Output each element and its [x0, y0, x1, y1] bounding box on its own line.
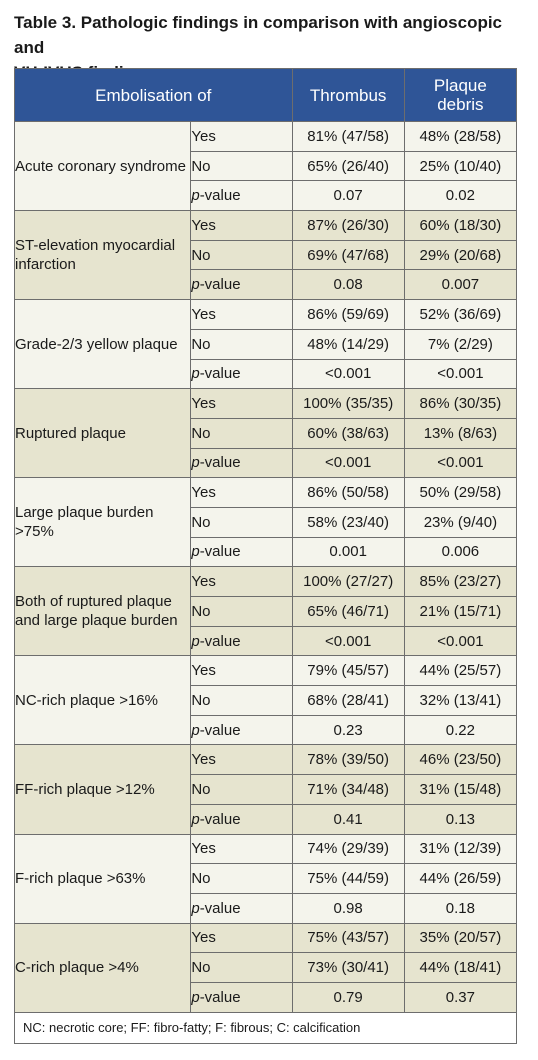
group-name: FF-rich plaque >12%	[15, 745, 191, 834]
row-label: Yes	[191, 834, 292, 864]
table-row	[15, 389, 517, 419]
plaque-debris-value: 0.02	[404, 181, 516, 211]
plaque-debris-value: 44% (26/59)	[404, 864, 516, 894]
thrombus-value: 0.001	[292, 537, 404, 567]
plaque-debris-value: 23% (9/40)	[404, 507, 516, 537]
p-value-label	[191, 982, 292, 1012]
thrombus-value: <0.001	[292, 359, 404, 389]
plaque-debris-value: 35% (20/57)	[404, 923, 516, 953]
thrombus-value: 58% (23/40)	[292, 507, 404, 537]
p-value-label-italic: p	[191, 988, 200, 1006]
thrombus-value: 0.41	[292, 804, 404, 834]
plaque-debris-value: 0.37	[404, 982, 516, 1012]
header-plaque-line-2: debris	[437, 95, 484, 114]
row-label: No	[191, 507, 292, 537]
table-row	[15, 478, 517, 508]
table-title-line-1: Table 3. Pathologic findings in comparison with angioscopic and	[14, 13, 503, 57]
row-label: No	[191, 418, 292, 448]
p-value-label-suffix: -value	[199, 988, 241, 1006]
thrombus-value: 0.79	[292, 982, 404, 1012]
table-row	[15, 923, 517, 953]
thrombus-value: 48% (14/29)	[292, 329, 404, 359]
p-value-label-italic: p	[191, 721, 200, 739]
plaque-debris-value: <0.001	[404, 359, 516, 389]
p-value-label-suffix: -value	[199, 276, 241, 294]
thrombus-value: 79% (45/57)	[292, 656, 404, 686]
p-value-label	[191, 537, 292, 567]
p-value-label-italic: p	[191, 454, 200, 472]
thrombus-value: 73% (30/41)	[292, 953, 404, 983]
row-label: No	[191, 151, 292, 181]
thrombus-value: 75% (43/57)	[292, 923, 404, 953]
group-name: ST-elevation myocardial infarction	[15, 211, 191, 300]
row-label: Yes	[191, 122, 292, 152]
row-label: No	[191, 329, 292, 359]
plaque-debris-value: 48% (28/58)	[404, 122, 516, 152]
p-value-label-suffix: -value	[199, 454, 241, 472]
plaque-debris-value: 0.18	[404, 893, 516, 923]
thrombus-value: 81% (47/58)	[292, 122, 404, 152]
p-value-label	[191, 359, 292, 389]
footnote: NC: necrotic core; FF: fibro-fatty; F: fibrous; C: calcification	[15, 1012, 517, 1043]
thrombus-value: 68% (28/41)	[292, 686, 404, 716]
p-value-label-suffix: -value	[199, 810, 241, 828]
thrombus-value: <0.001	[292, 626, 404, 656]
p-value-label-suffix: -value	[199, 543, 241, 561]
p-value-label	[191, 448, 292, 478]
thrombus-value: 65% (26/40)	[292, 151, 404, 181]
row-label: Yes	[191, 923, 292, 953]
thrombus-value: 78% (39/50)	[292, 745, 404, 775]
group-name: Acute coronary syndrome	[15, 122, 191, 211]
row-label: Yes	[191, 478, 292, 508]
thrombus-value: 0.07	[292, 181, 404, 211]
table-row	[15, 122, 517, 152]
p-value-label	[191, 270, 292, 300]
plaque-debris-value: 52% (36/69)	[404, 300, 516, 330]
plaque-debris-value: 0.22	[404, 715, 516, 745]
table-row	[15, 745, 517, 775]
table-body	[15, 122, 517, 1013]
row-label: No	[191, 686, 292, 716]
plaque-debris-value: 44% (18/41)	[404, 953, 516, 983]
row-label: Yes	[191, 300, 292, 330]
row-label: Yes	[191, 389, 292, 419]
group-name: NC-rich plaque >16%	[15, 656, 191, 745]
p-value-label-italic: p	[191, 632, 200, 650]
plaque-debris-value: 0.006	[404, 537, 516, 567]
p-value-label-italic: p	[191, 187, 200, 205]
group-name: Both of ruptured plaque and large plaque burden	[15, 567, 191, 656]
footnote-row	[15, 1012, 517, 1043]
p-value-label-italic: p	[191, 276, 200, 294]
plaque-debris-value: 25% (10/40)	[404, 151, 516, 181]
header-plaque-line-1: Plaque	[433, 76, 487, 95]
p-value-label-italic: p	[191, 365, 200, 383]
thrombus-value: 87% (26/30)	[292, 211, 404, 241]
group-name: Large plaque burden >75%	[15, 478, 191, 567]
p-value-label-suffix: -value	[199, 365, 241, 383]
thrombus-value: 0.23	[292, 715, 404, 745]
header-plaque-debris	[404, 69, 516, 122]
plaque-debris-value: 46% (23/50)	[404, 745, 516, 775]
plaque-debris-value: 29% (20/68)	[404, 240, 516, 270]
table-row	[15, 300, 517, 330]
row-label: No	[191, 240, 292, 270]
plaque-debris-value: 7% (2/29)	[404, 329, 516, 359]
thrombus-value: 86% (50/58)	[292, 478, 404, 508]
plaque-debris-value: 0.13	[404, 804, 516, 834]
row-label: No	[191, 864, 292, 894]
thrombus-value: 0.98	[292, 893, 404, 923]
plaque-debris-value: 85% (23/27)	[404, 567, 516, 597]
thrombus-value: 75% (44/59)	[292, 864, 404, 894]
p-value-label-italic: p	[191, 899, 200, 917]
plaque-debris-value: 44% (25/57)	[404, 656, 516, 686]
table-row	[15, 211, 517, 241]
header-row	[15, 69, 517, 122]
plaque-debris-value: 0.007	[404, 270, 516, 300]
p-value-label	[191, 626, 292, 656]
thrombus-value: 69% (47/68)	[292, 240, 404, 270]
plaque-debris-value: <0.001	[404, 626, 516, 656]
p-value-label-italic: p	[191, 810, 200, 828]
plaque-debris-value: <0.001	[404, 448, 516, 478]
p-value-label-suffix: -value	[199, 632, 241, 650]
row-label: Yes	[191, 656, 292, 686]
p-value-label-suffix: -value	[199, 187, 241, 205]
thrombus-value: 74% (29/39)	[292, 834, 404, 864]
table-row	[15, 656, 517, 686]
group-name: Ruptured plaque	[15, 389, 191, 478]
thrombus-value: 100% (27/27)	[292, 567, 404, 597]
plaque-debris-value: 13% (8/63)	[404, 418, 516, 448]
row-label: Yes	[191, 745, 292, 775]
findings-table	[14, 68, 517, 1044]
plaque-debris-value: 31% (15/48)	[404, 775, 516, 805]
p-value-label-suffix: -value	[199, 721, 241, 739]
row-label: No	[191, 775, 292, 805]
thrombus-value: 65% (46/71)	[292, 597, 404, 627]
plaque-debris-value: 50% (29/58)	[404, 478, 516, 508]
thrombus-value: <0.001	[292, 448, 404, 478]
header-thrombus: Thrombus	[292, 69, 404, 122]
thrombus-value: 86% (59/69)	[292, 300, 404, 330]
table-row	[15, 834, 517, 864]
group-name: C-rich plaque >4%	[15, 923, 191, 1012]
p-value-label-suffix: -value	[199, 899, 241, 917]
row-label: Yes	[191, 211, 292, 241]
group-name: Grade-2/3 yellow plaque	[15, 300, 191, 389]
thrombus-value: 100% (35/35)	[292, 389, 404, 419]
thrombus-value: 0.08	[292, 270, 404, 300]
p-value-label-italic: p	[191, 543, 200, 561]
p-value-label	[191, 893, 292, 923]
header-embolisation: Embolisation of	[15, 69, 293, 122]
p-value-label	[191, 715, 292, 745]
plaque-debris-value: 21% (15/71)	[404, 597, 516, 627]
plaque-debris-value: 32% (13/41)	[404, 686, 516, 716]
row-label: No	[191, 597, 292, 627]
table-row	[15, 567, 517, 597]
thrombus-value: 60% (38/63)	[292, 418, 404, 448]
plaque-debris-value: 86% (30/35)	[404, 389, 516, 419]
plaque-debris-value: 60% (18/30)	[404, 211, 516, 241]
p-value-label	[191, 181, 292, 211]
row-label: No	[191, 953, 292, 983]
p-value-label	[191, 804, 292, 834]
group-name: F-rich plaque >63%	[15, 834, 191, 923]
plaque-debris-value: 31% (12/39)	[404, 834, 516, 864]
thrombus-value: 71% (34/48)	[292, 775, 404, 805]
row-label: Yes	[191, 567, 292, 597]
